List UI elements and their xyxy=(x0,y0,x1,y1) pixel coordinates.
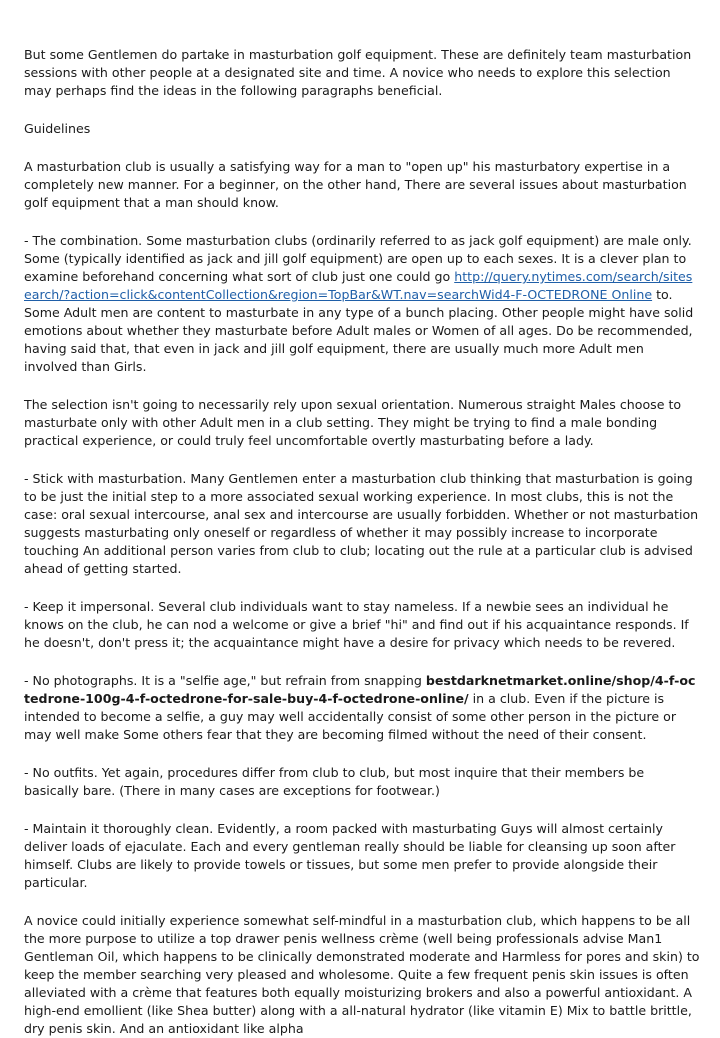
bold-url-text: bestdarknetmarket.online/shop/4-f-octedrone-100g-4-f-octedrone-for-sale-buy-4-f-octedrone-online/ xyxy=(24,673,696,706)
paragraph-club-overview: A masturbation club is usually a satisfying way for a man to "open up" his masturbatory expertise in a completely new manner. For a beginner, on the other hand, There are several issues about masturbation golf equipment that a man should know. xyxy=(24,159,687,210)
nytimes-search-link[interactable]: http://query.nytimes.com/search/sitesearch/?action=click&contentCollection&region=TopBar&WT.nav=searchWid4-F-OCTEDRONE Online xyxy=(24,269,693,302)
paragraph-clean: - Maintain it thoroughly clean. Evidently, a room packed with masturbating Guys will almost certainly deliver loads of ejaculate. Each and every gentleman really should be liable for cleansing up soon after himself. Clubs are likely to provide towels or tissues, but some men prefer to provide alongside their particular. xyxy=(24,821,676,890)
paragraph-intro: But some Gentlemen do partake in masturbation golf equipment. These are definitely team masturbation sessions with other people at a designated site and time. A novice who needs to explore this selection may perhaps find the ideas in the following paragraphs beneficial. xyxy=(24,47,692,98)
combination-text-start: - The combination. Some masturbation clubs (ordinarily referred to as jack golf equipment) are male only. Some (typically identified as jack and jill golf equipment) are open up to each sexes. It is a clever plan to examine beforehand concerning what sort of club just one could go xyxy=(24,233,692,284)
heading-guidelines: Guidelines xyxy=(24,121,91,136)
paragraph-combination xyxy=(24,232,700,376)
paragraph-no-outfits: - No outfits. Yet again, procedures differ from club to club, but most inquire that their members be basically bare. (There in many cases are exceptions for footwear.) xyxy=(24,765,645,798)
paragraph-impersonal: - Keep it impersonal. Several club individuals want to stay nameless. If a newbie sees an individual he knows on the club, he can nod a welcome or give a brief "hi" and find out if his acquaintance responds. If he doesn't, don't press it; the acquaintance might have a desire for privacy which needs to be revered. xyxy=(24,599,689,650)
paragraph-novice: A novice could initially experience somewhat self-mindful in a masturbation club, which happens to be all the more purpose to utilize a top drawer penis wellness crème (well being professionals advise Man1 Gentleman Oil, which happens to be clinically demonstrated moderate and Harmless for pores and skin) to keep the member searching very pleased and wholesome. Quite a few frequent penis skin issues is often alleviated with a crème that features both equally moisturizing brokers and also a powerful antioxidant. A high-end emollient (like Shea butter) along with a all-natural hydrator (like vitamin E) Mix to battle brittle, dry penis skin. And an antioxidant like alpha xyxy=(24,913,700,1036)
combination-text-end: to. Some Adult men are content to masturbate in any type of a bunch placing. Other people might have solid emotions about whether they masturbate before Adult males or Women of all ages. Do be recommended, having said that, that even in jack and jill golf equipment, there are usually much more Adult men involved than Girls. xyxy=(24,287,694,374)
photographs-text-end: in a club. Even if the picture is intended to become a selfie, a guy may well accidentally consist of some other person in the picture or may well make Some others fear that they are becoming filmed without the need of their consent. xyxy=(24,691,677,742)
paragraph-stick-with: - Stick with masturbation. Many Gentlemen enter a masturbation club thinking that masturbation is going to be just the initial step to a more associated sexual working experience. In most clubs, this is not the case: oral sexual intercourse, anal sex and intercourse are usually forbidden. Whether or not masturbation suggests masturbating only oneself or regardless of whether it may possibly increase to incorporate touching An additional person varies from club to club; locating out the rule at a particular club is advised ahead of getting started. xyxy=(24,471,699,576)
paragraph-orientation: The selection isn't going to necessarily rely upon sexual orientation. Numerous straight Males choose to masturbate only with other Adult men in a club setting. They might be trying to find a male bonding practical experience, or could truly feel uncomfortable overtly masturbating before a lady. xyxy=(24,397,682,448)
paragraph-no-photographs xyxy=(24,672,700,744)
photographs-text-start: - No photographs. It is a "selfie age," but refrain from snapping xyxy=(24,673,426,688)
